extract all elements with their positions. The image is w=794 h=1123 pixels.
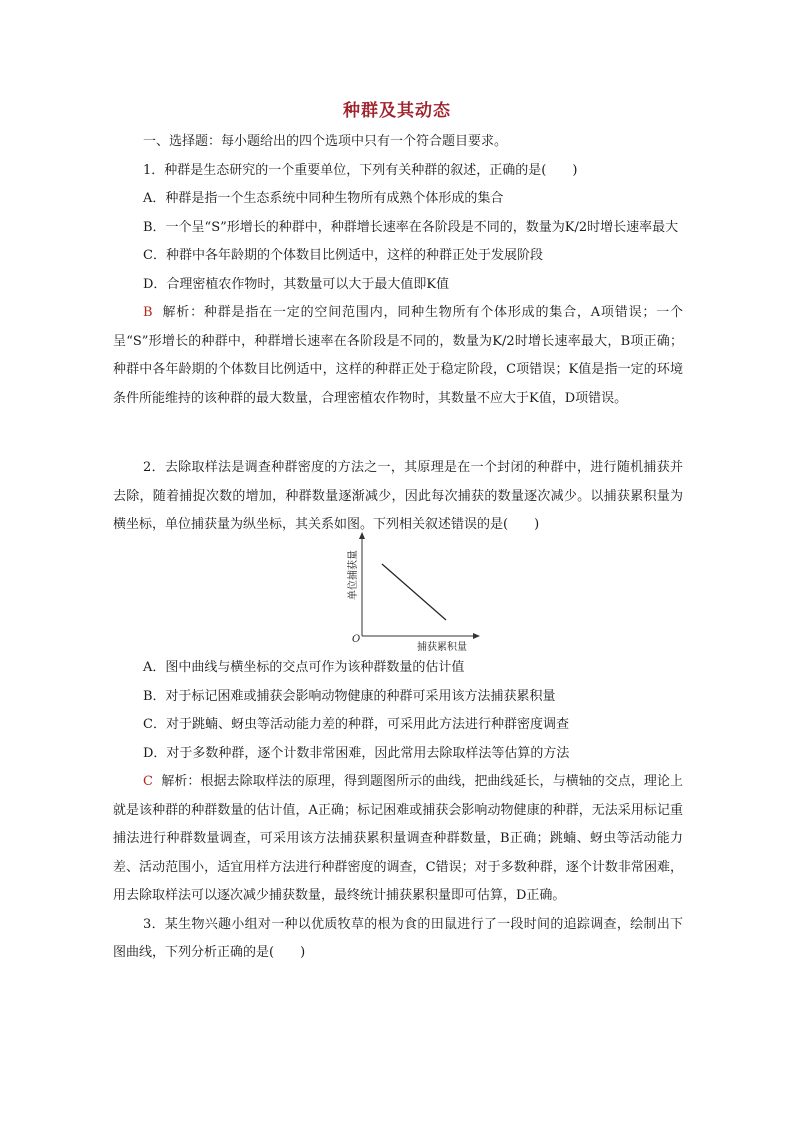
q2-option-b: B．对于标记困难或捕获会影响动物健康的种群可采用该方法捕获累积量 — [143, 688, 556, 704]
q1-stem: 1．种群是生态研究的一个重要单位，下列有关种群的叙述，正确的是( ) — [143, 162, 578, 178]
section-heading: 一、选择题：每小题给出的四个选项中只有一个符合题目要求。 — [143, 134, 508, 149]
q3-stem: 3．某生物兴趣小组对一种以优质牧草的根为食的田鼠进行了一段时间的追踪调查，绘制出下图曲线，下列分析正确的是( ) — [113, 916, 683, 960]
x-axis-label: 捕获累积量 — [417, 642, 467, 653]
origin-label: O — [352, 634, 361, 645]
y-axis-arrow-icon — [359, 532, 365, 539]
q2-figure — [330, 532, 480, 658]
q2-option-a: A．图中曲线与横坐标的交点可作为该种群数量的估计值 — [143, 660, 465, 675]
data-line — [382, 564, 446, 620]
q1-option-b: B．一个呈“S”形增长的种群中，种群增长速率在各阶段是不同的，数量为K/2时增长速率最大 — [143, 219, 679, 235]
page-title: 种群及其动态 — [343, 101, 451, 121]
q1-option-c: C．种群中各年龄期的个体数目比例适中，这样的种群正处于发展阶段 — [143, 248, 543, 263]
q2-answer-analysis — [113, 768, 683, 911]
q1-analysis: 解析：种群是指在一定的空间范围内，同种生物所有个体形成的集合，A项错误；一个呈“S”形增长的种群中，种群增长速率在各阶段是不同的，数量为K/2时增长速率最大，B项正确；种群中各年龄期的个体数目比例适中，这样的种群正处于稳定阶段，C项错误；K值是指一定的环境条件所能维持的该种群的最大数量，合理密植农作物时，其数量不应大于K值，D项错误。 — [113, 305, 684, 406]
q1-option-d: D．合理密植农作物时，其数量可以大于最大值即K值 — [143, 276, 450, 292]
y-axis-label: 单位捕获量 — [348, 550, 359, 600]
q1-answer: B — [143, 305, 153, 320]
q2-option-d: D．对于多数种群，逐个计数非常困难，因此常用去除取样法等估算的方法 — [143, 745, 570, 761]
x-axis-arrow-icon — [473, 633, 480, 639]
question-2-stem-block — [113, 454, 683, 540]
q2-analysis: 解析：根据去除取样法的原理，得到题图所示的曲线，把曲线延长，与横轴的交点，理论上就是该种群的种群数量的估计值，A正确；标记困难或捕获会影响动物健康的种群，无法采用标记重捕法进行种群数量调查，可采用该方法捕获累积量调查种群数量，B正确；跳蝻、蚜虫等活动能力差、活动范围小，适宜用样方法进行种群密度的调查，C错误；对于多数种群，逐个计数非常困难，用去除取样法可以逐次减少捕获数量，最终统计捕获累积量即可估算，D正确。 — [113, 774, 683, 903]
q2-figure-svg — [330, 532, 480, 658]
question-1-block — [113, 128, 683, 413]
q1-option-a: A．种群是指一个生态系统中同种生物所有成熟个体形成的集合 — [143, 191, 504, 206]
q2-answer: C — [143, 774, 153, 789]
question-2-block — [113, 654, 683, 968]
q2-option-c: C．对于跳蝻、蚜虫等活动能力差的种群，可采用此方法进行种群密度调查 — [143, 717, 569, 732]
q1-answer-analysis — [113, 299, 683, 413]
q2-stem: 2．去除取样法是调查种群密度的方法之一，其原理是在一个封闭的种群中，进行随机捕获并去除，随着捕捉次数的增加，种群数量逐渐减少，因此每次捕获的数量逐次减少。以捕获累积量为横坐标，单位捕获量为纵坐标，其关系如图。下列相关叙述错误的是( ) — [113, 460, 683, 532]
